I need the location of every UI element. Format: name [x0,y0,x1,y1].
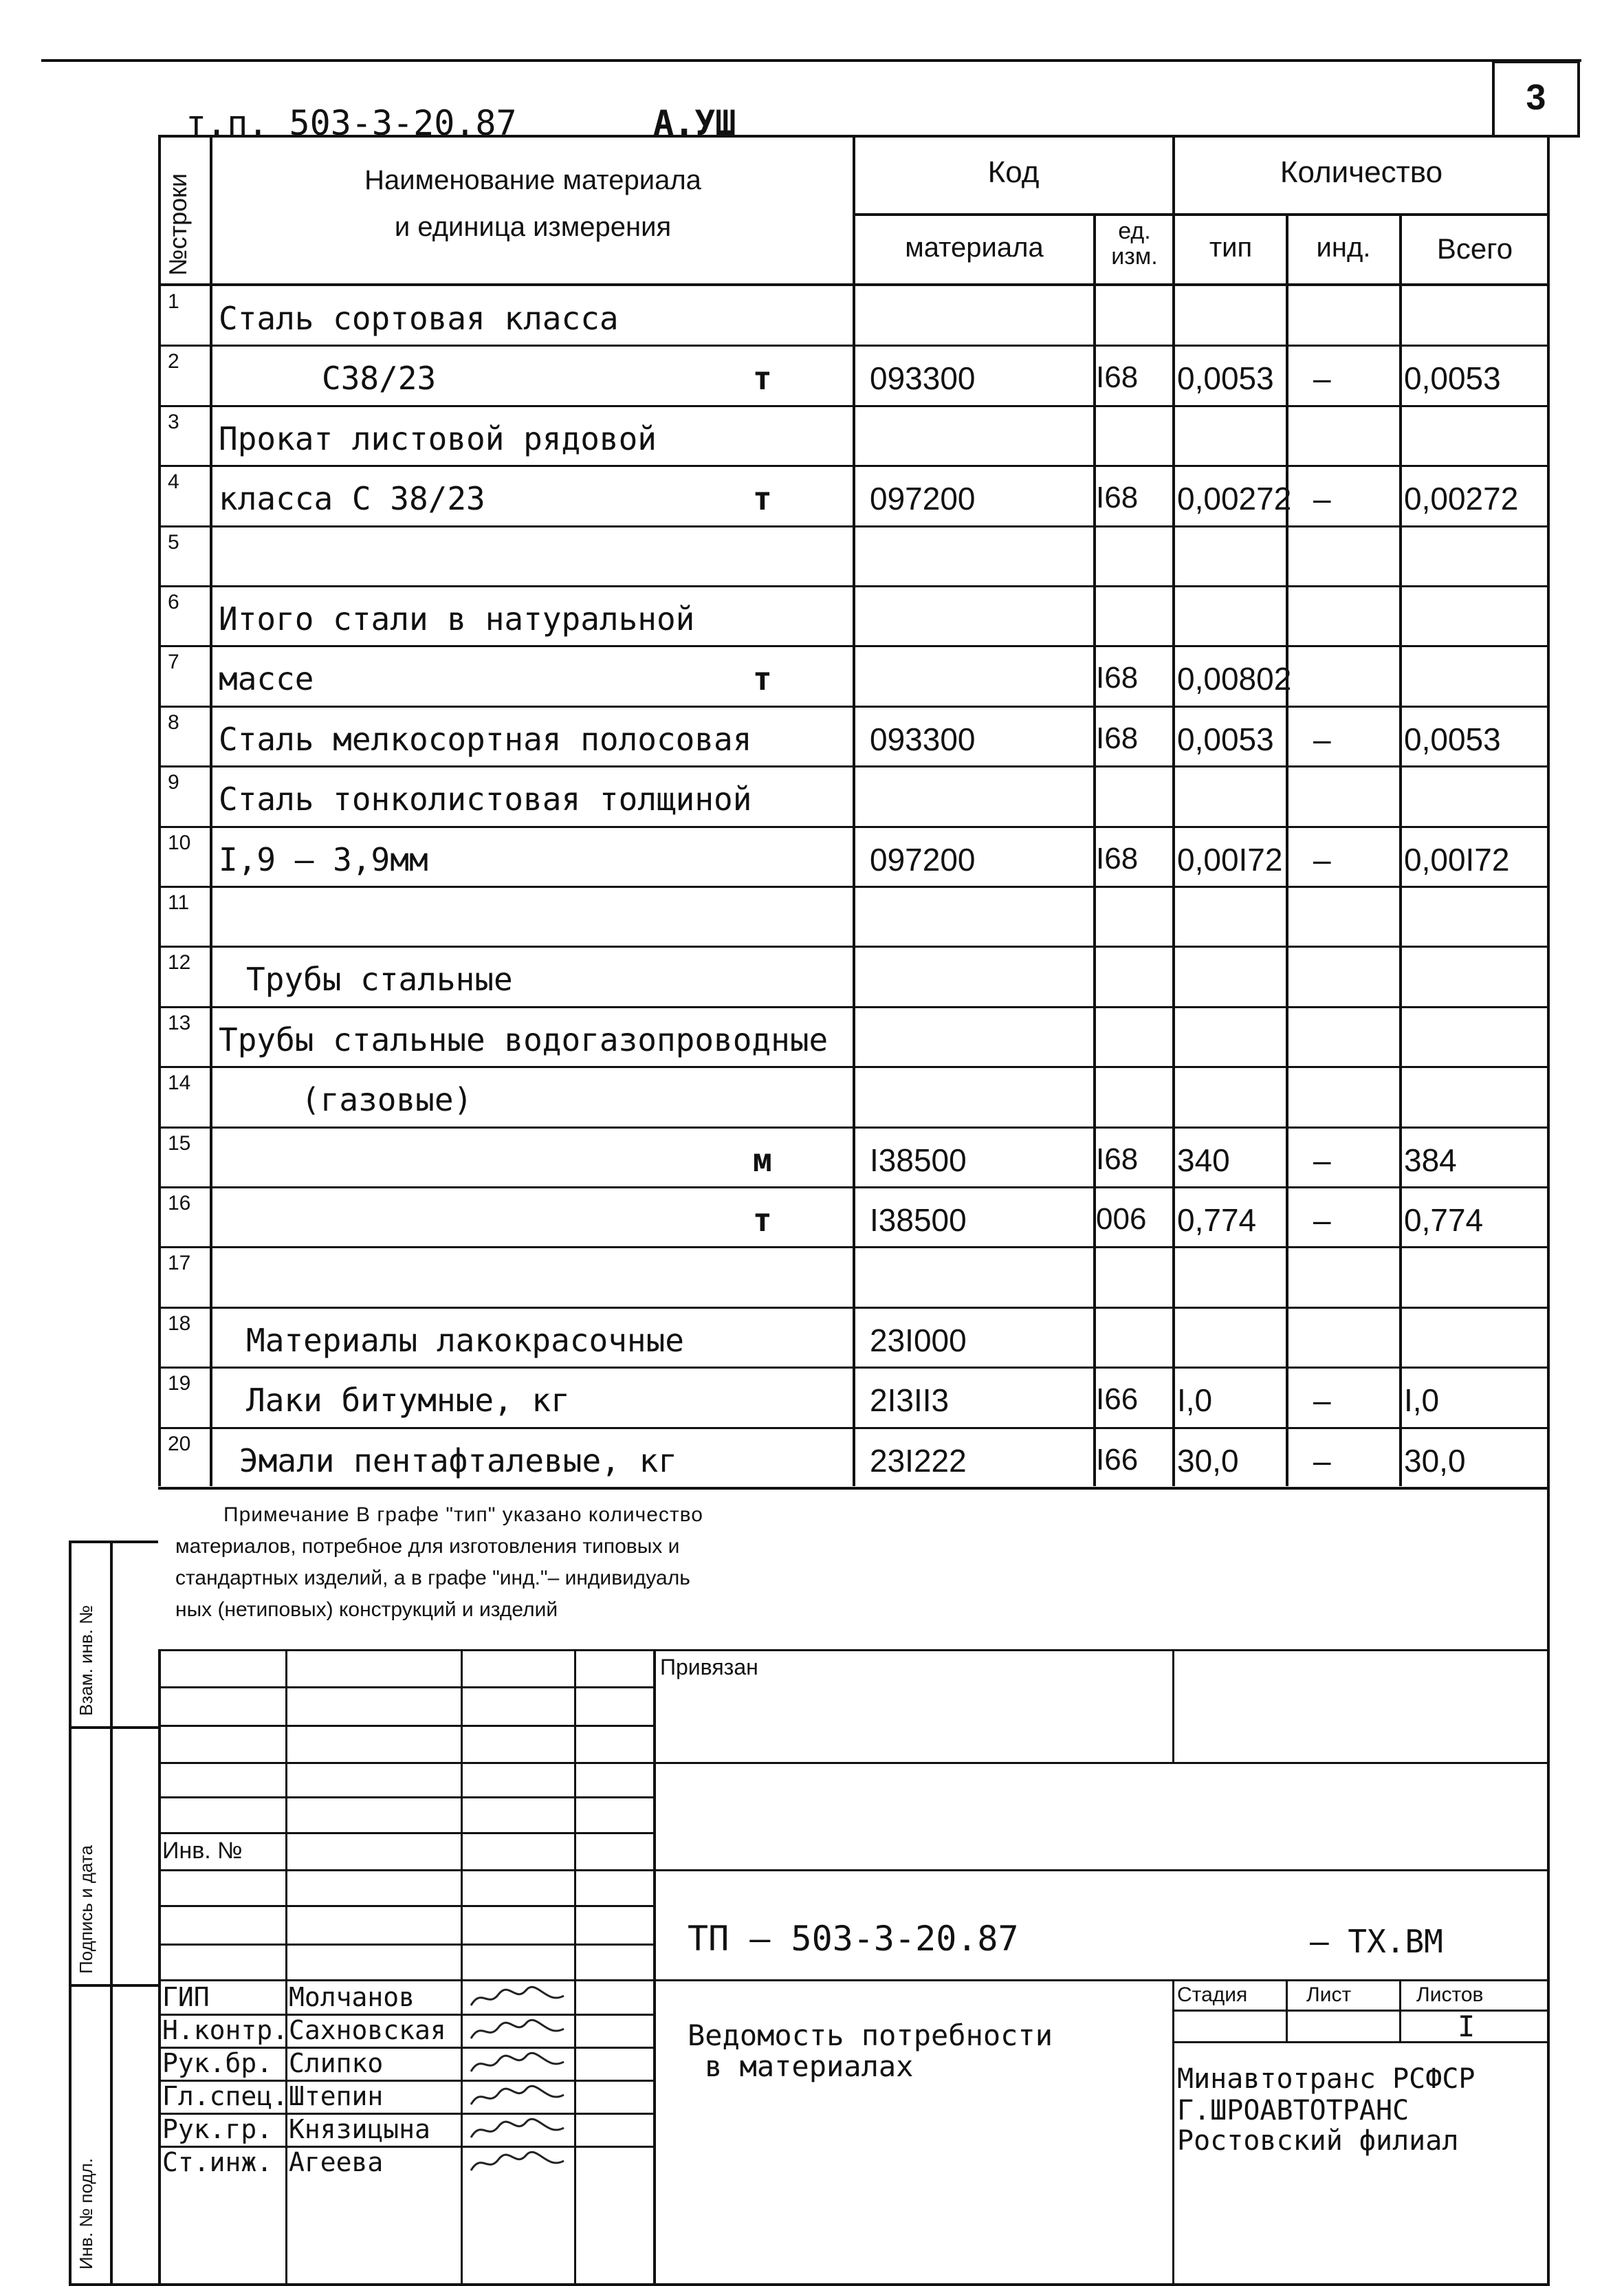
cell-ind: – [1313,721,1331,757]
col-line-name [210,135,212,1486]
row-line [158,345,1550,347]
cell-u: І66 [1096,1443,1139,1477]
col-header-name-2: и единица измерения [394,212,672,242]
row-line [158,645,1550,647]
header-mid-line [853,213,1550,216]
cell-n: 19 [168,1372,191,1395]
cell-ind: – [1313,1382,1331,1418]
cell-code: 093300 [870,721,976,757]
staff-name: Молчанов [289,1982,415,2012]
header-bottom-line [158,283,1550,286]
cell-n: 6 [168,591,179,613]
tb-row-5 [158,1832,653,1834]
cell-code: 23І000 [870,1322,967,1358]
staff-role: Ст.инж. [162,2147,273,2177]
row-line [158,706,1550,708]
cell-ind: – [1313,1142,1331,1178]
cell-name: Сталь мелкосортная полосовая [219,721,752,758]
side-bottom [69,2283,1550,2286]
cell-ind: – [1313,481,1331,516]
cell-code: 23І222 [870,1443,967,1479]
tb-top [158,1649,1550,1651]
cell-ind: – [1313,842,1331,878]
note-line-3: стандартных изделий, а в графе "инд."– индивидуаль [175,1567,690,1589]
cell-n: 10 [168,831,191,854]
tb-row-9 [158,1979,1550,1981]
col-header-code-material: материала [905,232,1044,263]
page-number: 3 [1526,78,1546,118]
cell-type: 340 [1177,1142,1230,1178]
cell-n: 8 [168,711,179,734]
doc-reference: т.п. 503-3-20.87 [186,103,517,143]
designation-suffix: – ТХ.ВМ [1310,1923,1443,1960]
col-header-qty-type: тип [1209,232,1253,263]
col-line-ind [1286,213,1288,1486]
cell-name: Эмали пентафталевые, кг [239,1442,677,1479]
tb-row-3 [158,1762,1550,1764]
note-line-1: Примечание В графе "тип" указано количество [223,1503,703,1526]
tb-stage-bottom [1172,2041,1550,2043]
row-line [158,1066,1550,1068]
staff-name: Князицына [289,2114,430,2144]
staff-name: Сахновская [289,2015,446,2045]
doc-title-1: Ведомость потребности [688,2018,1053,2052]
cell-u: І68 [1096,661,1139,695]
row-line [158,1367,1550,1369]
cell-type: 0,00І72 [1177,842,1283,878]
row-line [158,1427,1550,1429]
cell-code: 2І3ІІ3 [870,1382,950,1418]
col-header-name-1: Наименование материала [364,165,701,195]
signature-mark [468,2048,571,2078]
row-line [158,525,1550,527]
album-number: А.УШ [653,103,736,143]
tb-col-stage [1172,1979,1174,2283]
staff-name: Слипко [289,2048,384,2078]
cell-u: І68 [1096,842,1139,875]
cell-code: І38500 [870,1202,967,1238]
cell-n: 18 [168,1312,191,1335]
cell-name: Итого стали в натуральной [219,600,695,638]
staff-role: Рук.бр. [162,2048,273,2078]
col-header-qty: Количество [1280,155,1443,189]
cell-name: класса С 38/23 [219,480,485,517]
row-line [158,1246,1550,1248]
cell-name: Сталь тонколистовая толщиной [219,781,752,818]
cell-code: 097200 [870,842,976,878]
cell-n: 11 [168,891,190,914]
tb-row-8 [158,1944,653,1946]
row-line [158,1186,1550,1188]
cell-unit: т [753,360,772,397]
cell-unit: т [753,480,772,517]
sheets-label: Листов [1416,1983,1484,2006]
side-label-podpis: Подпись и дата [76,1844,96,1974]
designation: ТП – 503-3-20.87 [688,1919,1019,1959]
row-line [158,1307,1550,1309]
cell-u: І68 [1096,360,1139,394]
side-label-vzam: Взам. инв. № [76,1604,96,1716]
cell-total: 384 [1404,1142,1457,1178]
col-header-code: Код [987,155,1040,189]
signature-mark [468,2081,571,2111]
bound-label: Привязан [660,1655,758,1679]
cell-name: С38/23 [322,360,437,397]
row-line [158,886,1550,888]
cell-type: 0,774 [1177,1202,1257,1238]
staff-role: Рук.гр. [162,2114,273,2144]
cell-name: Трубы стальные [246,961,513,998]
cell-n: 5 [168,531,179,554]
cell-n: 2 [168,350,179,373]
cell-total: 0,0053 [1404,360,1501,396]
cell-n: 7 [168,651,179,673]
cell-total: 0,774 [1404,1202,1484,1238]
note-line-4: ных (нетиповых) конструкций и изделий [175,1598,558,1621]
cell-ind: – [1313,1443,1331,1479]
cell-type: 0,00802 [1177,661,1292,697]
cell-ind: – [1313,360,1331,396]
cell-code: 097200 [870,481,976,516]
col-line-type [1172,135,1175,1486]
cell-u: І66 [1096,1382,1139,1416]
signature-mark [468,2015,571,2045]
cell-name: Лаки битумные, кг [246,1382,570,1419]
org-line-1: Минавтотранс РСФСР [1177,2063,1475,2095]
side-border-inner [110,1541,113,2283]
table-border-left [158,135,161,1486]
tb-row-1 [158,1686,653,1688]
row-line [158,465,1550,467]
staff-name: Штепин [289,2081,384,2111]
staff-name: Агеева [289,2147,384,2177]
signature-mark [468,2114,571,2144]
stage-label: Стадия [1177,1983,1248,2006]
cell-total: І,0 [1404,1382,1440,1418]
tb-row-2 [158,1725,653,1727]
col-header-code-unit: ед. изм. [1111,218,1158,270]
cell-code: 093300 [870,360,976,396]
cell-name: Прокат листовой рядовой [219,420,657,457]
row-line [158,1126,1550,1129]
cell-u: І68 [1096,1142,1139,1176]
cell-name: массе [219,660,314,697]
side-top [69,1541,158,1543]
org-line-2: Г.ШРОАВТОТРАНС [1177,2095,1409,2126]
tb-left [158,1649,161,2283]
tb-row-7 [158,1905,653,1907]
cell-unit: т [753,660,772,697]
cell-n: 13 [168,1012,191,1034]
side-div-2 [69,1984,158,1987]
side-label-inv-podl: Инв. № подл. [76,2158,96,2269]
page-number-box [1492,61,1580,138]
note-line-2: материалов, потребное для изготовления типовых и [175,1535,680,1558]
inv-number-label: Инв. № [162,1838,243,1864]
cell-u: 006 [1096,1202,1147,1236]
row-line [158,946,1550,948]
cell-total: 30,0 [1404,1443,1466,1479]
cell-total: 0,00І72 [1404,842,1510,878]
tb-stage-mid [1172,2010,1550,2012]
side-div-1 [69,1726,158,1729]
table-border-right [1547,135,1550,2284]
sheet-label: Лист [1306,1983,1352,2006]
org-line-3: Ростовский филиал [1177,2125,1459,2157]
cell-type: 0,0053 [1177,721,1274,757]
sheets-value: І [1458,2010,1475,2043]
tb-col-3 [574,1649,576,2283]
cell-name: І,9 – 3,9мм [219,841,428,878]
doc-title-2: в материалах [705,2049,914,2083]
cell-ind: – [1313,1202,1331,1238]
staff-role: Гл.спец. [162,2081,289,2111]
row-line [158,826,1550,828]
cell-name: Сталь сортовая класса [219,300,619,337]
note [175,1499,703,1626]
tb-col-4 [653,1649,656,2283]
col-header-row-no: №строки [164,173,192,276]
cell-code: І38500 [870,1142,967,1178]
cell-n: 16 [168,1192,191,1215]
cell-total: 0,0053 [1404,721,1501,757]
col-header-qty-total: Всего [1436,232,1513,265]
cell-unit: м [753,1142,772,1179]
staff-role: Н.контр. [162,2015,289,2045]
cell-type: 0,0053 [1177,360,1274,396]
cell-n: 15 [168,1132,191,1155]
cell-n: 12 [168,951,191,974]
row-line [158,405,1550,407]
row-line [158,585,1550,587]
cell-n: 14 [168,1071,191,1094]
cell-u: І68 [1096,721,1139,755]
col-line-code [853,135,855,1486]
cell-name: Трубы стальные водогазопроводные [219,1021,829,1058]
side-border-outer [69,1541,72,2283]
row-line [158,1006,1550,1008]
cell-n: 3 [168,411,179,433]
cell-type: 30,0 [1177,1443,1239,1479]
tb-col-1 [285,1649,287,2283]
cell-n: 17 [168,1252,191,1274]
cell-type: І,0 [1177,1382,1213,1418]
cell-type: 0,00272 [1177,481,1292,516]
table-bottom-line [158,1487,1550,1490]
tb-row-6 [158,1869,1550,1871]
cell-u: І68 [1096,481,1139,514]
signature-mark [468,2147,571,2177]
staff-role: ГИП [162,1982,210,2012]
cell-name: Материалы лакокрасочные [246,1322,684,1359]
cell-n: 1 [168,290,179,313]
cell-n: 9 [168,771,179,794]
row-line [158,765,1550,768]
cell-n: 20 [168,1433,191,1455]
tb-col-2 [461,1649,463,2283]
cell-unit: т [753,1201,772,1239]
tb-row-4 [158,1796,653,1798]
top-rule [41,59,1581,62]
col-line-total [1399,213,1402,1486]
cell-n: 4 [168,470,179,493]
cell-total: 0,00272 [1404,481,1519,516]
tb-col-bound-split [1172,1649,1174,1763]
col-header-qty-ind: инд. [1316,232,1371,263]
cell-name: (газовые) [301,1081,473,1118]
signature-mark [468,1982,571,2012]
